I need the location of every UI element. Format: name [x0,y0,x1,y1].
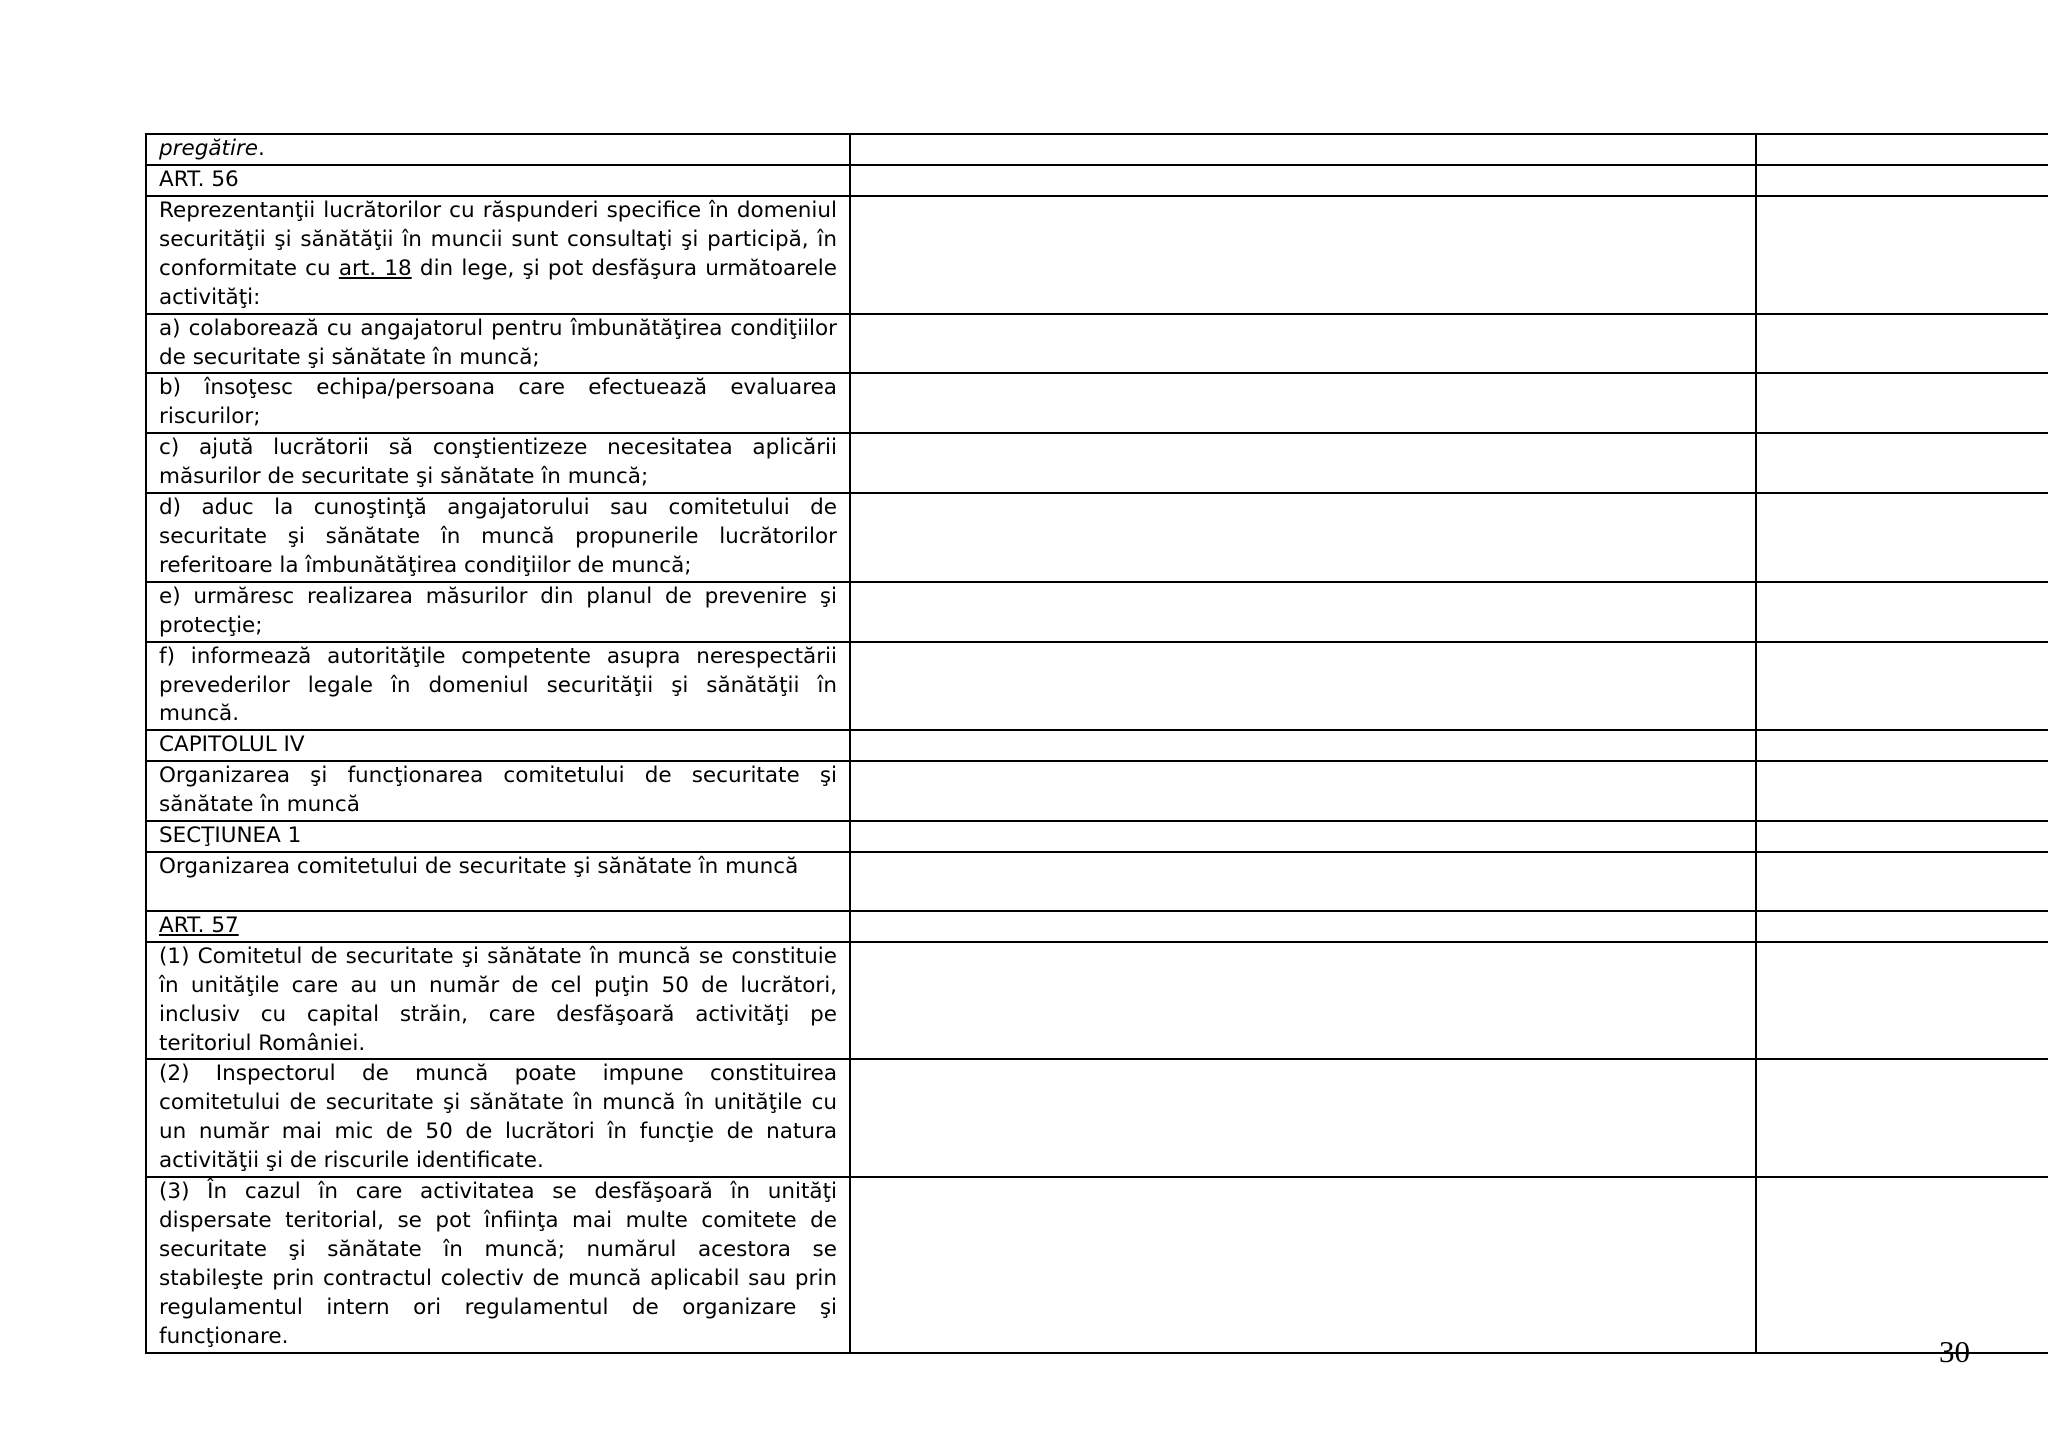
table-cell-empty [1756,642,2048,731]
table-cell-empty [850,433,1756,493]
table-row [146,493,2048,582]
row-text: c) ajută lucrătorii să conştientizeze necesitatea aplicării măsurilor de securitate şi sănătate în muncă; [159,435,837,490]
table-cell-text [146,642,850,731]
table-row [146,942,2048,1060]
table-row [146,911,2048,942]
table-cell-empty [850,852,1756,911]
table-cell-empty [850,642,1756,731]
table-cell-empty [850,165,1756,196]
table-cell-empty [850,821,1756,852]
row-text: (2) Inspectorul de muncă poate impune constituirea comitetului de securitate şi sănătate în muncă în unităţile cu un număr mai mic de 50 de lucrători în funcţie de natura activităţii şi de riscurile identificate. [159,1061,837,1174]
table-cell-text [146,761,850,821]
table-cell-text [146,134,850,165]
table-cell-empty [1756,821,2048,852]
law-reference-link[interactable]: art. 18 [338,255,412,281]
row-text: b) însoţesc echipa/persoana care efectuează evaluarea riscurilor; [159,375,837,430]
table-cell-empty [850,911,1756,942]
table-cell-text [146,493,850,582]
chapter-title: Organizarea şi funcţionarea comitetului de securitate şi sănătate în muncă [159,763,837,818]
table-cell-empty [1756,196,2048,314]
table-cell-empty [1756,942,2048,1060]
table-row [146,314,2048,374]
table-cell-empty [1756,852,2048,911]
table-cell-empty [850,761,1756,821]
row-text: Reprezentanţii lucrătorilor cu răspunderi specifice în domeniul securităţii şi sănătăţii în muncii sunt consultaţi şi participă, în conformitate cu [159,198,837,281]
table-row [146,165,2048,196]
row-text: a) colaborează cu angajatorul pentru îmbunătăţirea condiţiilor de securitate şi sănătate în muncă; [159,315,837,370]
table-cell-empty [1756,761,2048,821]
table-cell-empty [850,196,1756,314]
table-cell-empty [850,942,1756,1060]
table-row [146,134,2048,165]
row-text: f) informează autorităţile competente asupra nerespectării prevederilor legale în domeniul securităţii şi sănătăţii în muncă. [159,643,837,727]
table-cell-text [146,852,850,911]
row-text: pregătire [159,136,259,161]
page-number: 30 [1939,1334,1970,1369]
table-cell-empty [850,134,1756,165]
table-cell-empty [850,582,1756,642]
table-cell-text [146,730,850,761]
table-row [146,433,2048,493]
table-row [146,196,2048,314]
table-cell-text [146,433,850,493]
table-cell-empty [850,314,1756,374]
table-row [146,642,2048,731]
table-cell-text [146,1059,850,1177]
row-text: (1) Comitetul de securitate şi sănătate în muncă se constituie în unităţile care au un număr de cel puţin 50 de lucrători, inclusiv cu capital străin, care desfăşoară activităţi pe teritoriul României. [159,943,837,1056]
table-cell-text [146,373,850,433]
table-cell-empty [850,1059,1756,1177]
table-cell-empty [1756,582,2048,642]
table-cell-empty [850,373,1756,433]
table-cell-text [146,165,850,196]
table-cell-empty [1756,730,2048,761]
table-cell-text [146,821,850,852]
table-row [146,1177,2048,1352]
table-cell-empty [1756,911,2048,942]
table-cell-text [146,196,850,314]
table-row [146,852,2048,911]
table-cell-empty [1756,1059,2048,1177]
table-cell-empty [1756,433,2048,493]
table-row [146,730,2048,761]
table-cell-empty [1756,373,2048,433]
table-row [146,582,2048,642]
table-cell-empty [1756,134,2048,165]
table-row [146,761,2048,821]
table-cell-empty [850,1177,1756,1352]
table-cell-empty [850,493,1756,582]
table-cell-text [146,942,850,1060]
row-text: . [258,136,265,161]
table-row [146,821,2048,852]
table-row [146,373,2048,433]
table-cell-empty [1756,1177,2048,1352]
table-cell-empty [1756,493,2048,582]
document-table [145,133,2048,1354]
row-text: e) urmăresc realizarea măsurilor din planul de prevenire şi protecţie; [159,583,837,638]
table-cell-empty [1756,165,2048,196]
chapter-heading: CAPITOLUL IV [159,732,305,758]
table-cell-empty [850,730,1756,761]
table-cell-text [146,1177,850,1352]
section-heading: SECŢIUNEA 1 [159,823,302,849]
article-heading-link[interactable]: ART. 57 [159,912,239,938]
table-cell-text [146,911,850,942]
row-text: (3) În cazul în care activitatea se desfăşoară în unităţi dispersate teritorial, se pot înfiinţa mai multe comitete de securitate şi sănătate în muncă; numărul acestora se stabileşte prin contractul colectiv de muncă aplicabil sau prin regulamentul intern ori regulamentul de organizare şi funcţionare. [159,1179,837,1349]
row-text: d) aduc la cunoştinţă angajatorului sau comitetului de securitate şi sănătate în muncă propunerile lucrătorilor referitoare la îmbunătăţirea condiţiilor de muncă; [159,495,837,578]
table-cell-text [146,582,850,642]
section-title: Organizarea comitetului de securitate şi sănătate în muncă [159,853,799,879]
table-row [146,1059,2048,1177]
table-cell-text [146,314,850,374]
row-text: din lege, şi pot desfăşura următoarele activităţi: [159,255,837,310]
article-heading: ART. 56 [159,167,239,192]
table-cell-empty [1756,314,2048,374]
